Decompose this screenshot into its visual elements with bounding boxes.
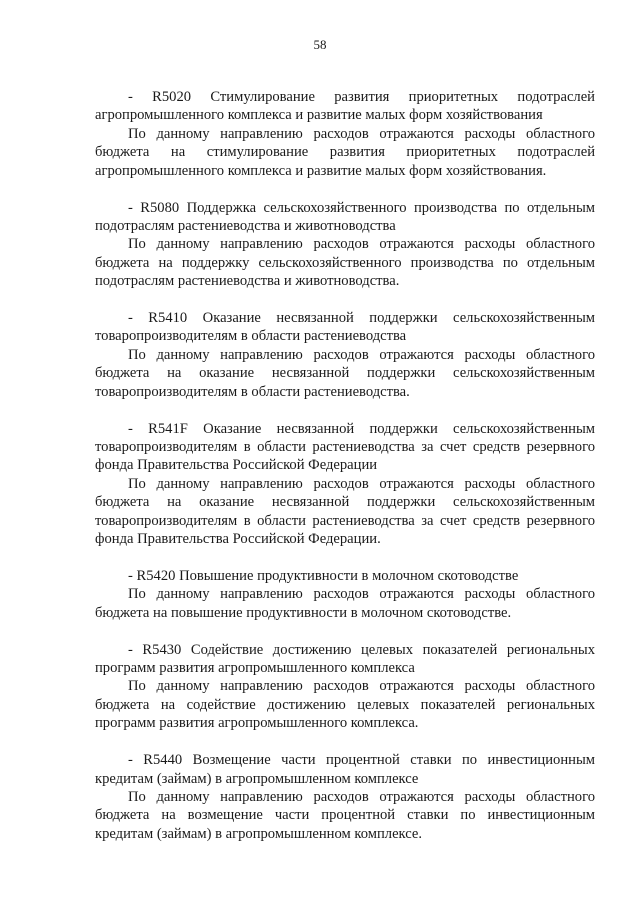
section-heading: - R5020 Стимулирование развития приоритетных подотраслей агропромышленного комплекса и развитие малых форм хозяйствования [95,89,595,124]
section-heading: - R5430 Содействие достижению целевых показателей региональных программ развития агропромышленного комплекса [95,641,595,677]
expense-section-r5440 [95,751,595,843]
section-description: По данному направлению расходов отражаются расходы областного бюджета на содействие достижению целевых показателей региональных программ развития агропромышленного комплекса. [95,678,595,732]
document-body [95,88,595,843]
expense-section-r5430 [95,641,595,733]
section-description: По данному направлению расходов отражаются расходы областного бюджета на поддержку сельскохозяйственного производства по отдельным подотраслям растениеводства и животноводства. [95,236,595,290]
expense-section-r5020 [95,88,595,180]
section-heading: - R5420 Повышение продуктивности в молочном скотоводстве [128,567,519,584]
section-heading: - R5080 Поддержка сельскохозяйственного производства по отдельным подотраслям растениеводства и животноводства [95,199,595,234]
expense-section-r5080 [95,199,595,291]
section-heading: - R541F Оказание несвязанной поддержки сельскохозяйственным товаропроизводителям в области растениеводства за счет средств резервного фонда Правительства Российской Федерации [95,420,595,474]
section-description: По данному направлению расходов отражаются расходы областного бюджета на стимулирование развития приоритетных подотраслей агропромышленного комплекса и развитие малых форм хозяйствования. [95,125,595,179]
expense-section-r5410 [95,309,595,401]
page-number: 58 [313,37,327,52]
section-description: По данному направлению расходов отражаются расходы областного бюджета на повышение продуктивности в молочном скотоводстве. [95,586,595,621]
expense-section-r5420 [95,567,595,622]
section-description: По данному направлению расходов отражаются расходы областного бюджета на оказание несвязанной поддержки сельскохозяйственным товаропроизводителям в области растениеводства. [95,346,595,400]
section-description: По данному направлению расходов отражаются расходы областного бюджета на возмещение части процентной ставки по инвестиционным кредитам (займам) в агропромышленном комплексе. [95,789,595,842]
section-description: По данному направлению расходов отражаются расходы областного бюджета на оказание несвязанной поддержки сельскохозяйственным товаропроизводителям в области растениеводства за счет средств резервного фонда Правительства Российской Федерации. [95,475,595,548]
expense-section-r541f [95,420,595,549]
section-heading: - R5440 Возмещение части процентной ставки по инвестиционным кредитам (займам) в агропромышленном комплексе [95,752,595,787]
section-heading: - R5410 Оказание несвязанной поддержки сельскохозяйственным товаропроизводителям в области растениеводства [95,310,595,345]
